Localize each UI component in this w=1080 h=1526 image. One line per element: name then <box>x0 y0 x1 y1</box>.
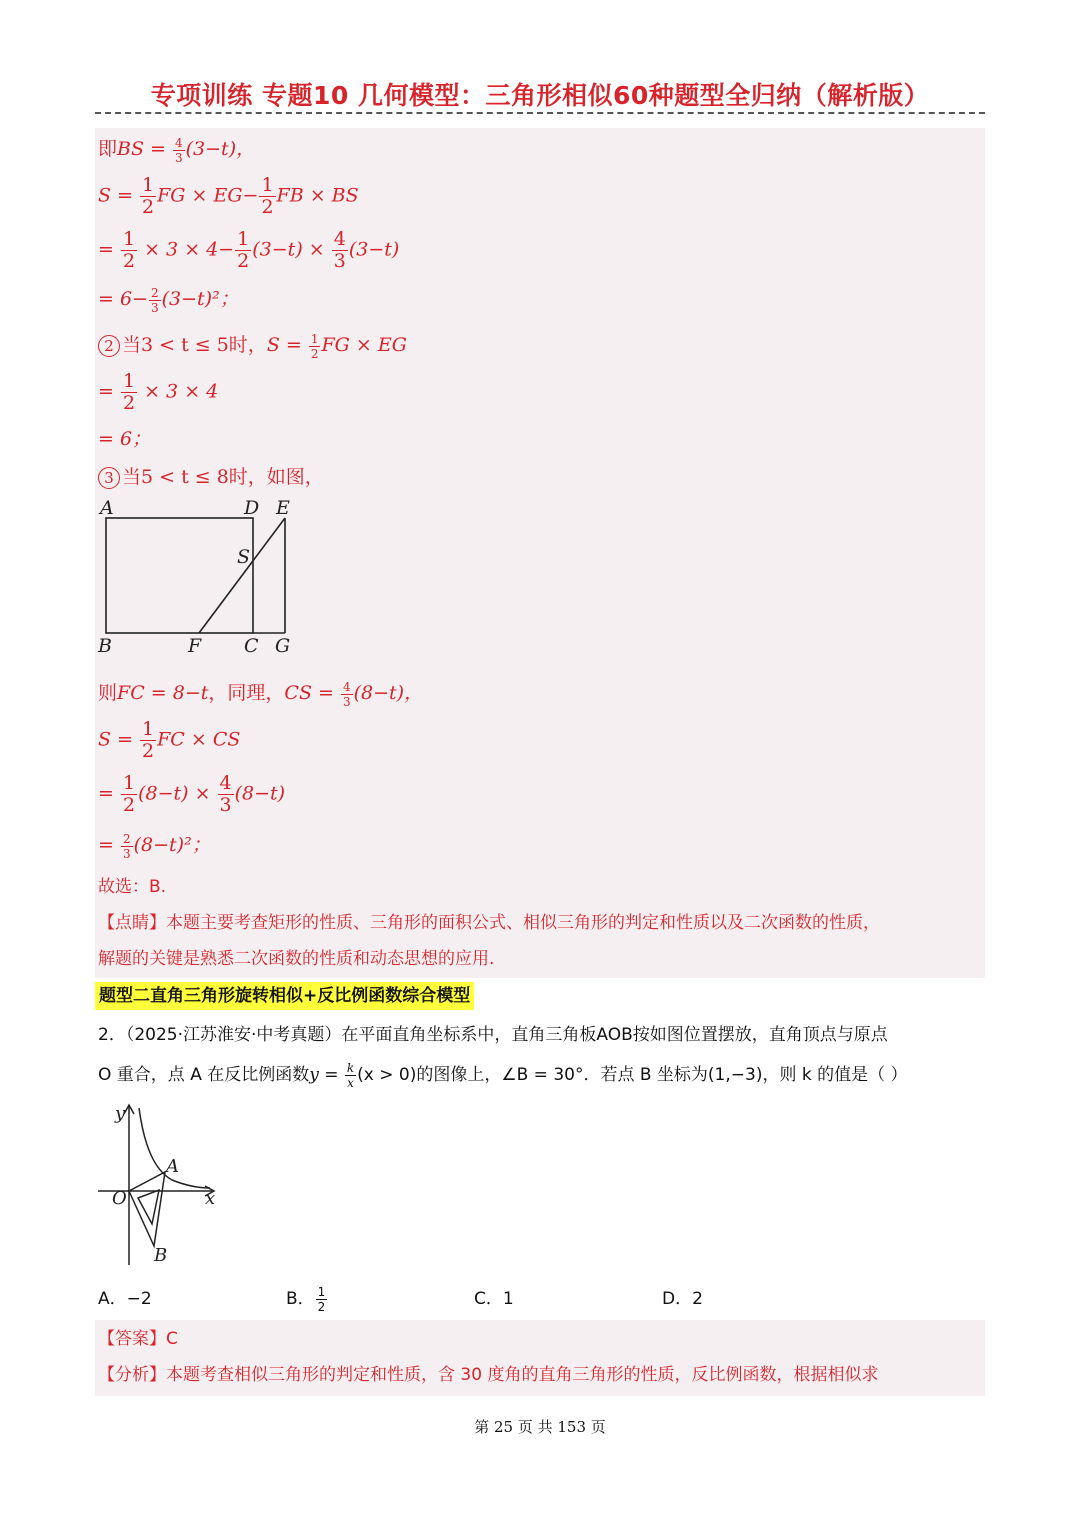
denominator: 2 <box>142 196 155 218</box>
label-c: C <box>244 635 259 657</box>
denominator: 2 <box>310 346 319 361</box>
option-a[interactable]: A．−2 <box>98 1289 152 1309</box>
option-b[interactable] <box>286 1284 328 1313</box>
coordinate-figure <box>92 1100 232 1270</box>
fraction <box>259 176 275 217</box>
option-b-label: B． <box>286 1289 315 1309</box>
numerator: 1 <box>122 772 136 794</box>
fraction <box>173 137 185 164</box>
numerator: 1 <box>122 228 136 250</box>
fraction <box>332 230 348 271</box>
math: FC = 8−t <box>117 682 209 704</box>
solution-line-2 <box>98 176 359 217</box>
math: = <box>98 380 120 403</box>
math: y = <box>309 1065 344 1085</box>
math: S = <box>266 334 308 356</box>
solution-line-4 <box>98 284 239 314</box>
math: (3−t)， <box>185 138 256 160</box>
triangle-aob <box>129 1172 165 1246</box>
denominator: 2 <box>317 1299 326 1314</box>
math: FC × CS <box>157 728 241 751</box>
label-a: A <box>100 497 114 519</box>
label-f: F <box>188 635 202 657</box>
numerator: 1 <box>142 174 155 196</box>
math: = 6； <box>98 428 152 450</box>
math: FB × BS <box>276 184 359 207</box>
answer-text: 【答案】C <box>98 1329 178 1349</box>
circled-number-3: 3 <box>98 467 120 489</box>
analysis-text: 【分析】本题考查相似三角形的判定和性质，含 30 度角的直角三角形的性质，反比例函数，根据相似求 <box>98 1365 879 1385</box>
math: (8−t)， <box>353 682 424 704</box>
math: × 3 × 4 <box>138 380 219 403</box>
denominator: 2 <box>237 250 250 272</box>
denominator: 2 <box>122 250 136 272</box>
denominator: x <box>347 1075 354 1090</box>
text: 则 <box>98 682 118 704</box>
numerator: 2 <box>122 831 131 846</box>
math: FG × EG <box>321 334 407 356</box>
numerator: 4 <box>333 228 346 250</box>
solution-line-8 <box>98 462 324 489</box>
math: (3−t)²； <box>161 288 239 310</box>
solution-line-7 <box>98 424 151 451</box>
question-line-2 <box>98 1060 908 1089</box>
math: = <box>98 782 120 805</box>
page-header-title: 专项训练 专题10 几何模型：三角形相似60种题型全归纳（解析版） <box>150 81 930 110</box>
solution-answer-choice: 故选：B. <box>98 877 167 897</box>
solution-line-1 <box>98 134 255 164</box>
math: FG × EG− <box>157 184 259 207</box>
denominator: 3 <box>122 846 131 861</box>
fraction <box>341 681 353 708</box>
rectangle-abcd <box>106 518 253 633</box>
text: O 重合，点 A 在反比例函数 <box>98 1065 310 1085</box>
math: S = <box>98 184 140 207</box>
label-a: A <box>166 1156 179 1177</box>
math: (8−t) <box>234 782 286 805</box>
option-d[interactable]: D．2 <box>662 1289 703 1309</box>
solution-line-10 <box>98 720 240 761</box>
label-e: E <box>276 497 290 519</box>
solution-line-12 <box>98 830 211 860</box>
denominator: 3 <box>333 250 346 272</box>
numerator: 1 <box>310 331 319 346</box>
numerator: 1 <box>142 718 155 740</box>
section-title: 题型二直角三角形旋转相似+反比例函数综合模型 <box>95 982 474 1010</box>
math: (3−t) <box>348 238 400 261</box>
label-d: D <box>244 497 260 519</box>
numerator: 1 <box>317 1284 326 1299</box>
math: BS = <box>117 138 172 160</box>
fraction <box>218 774 234 815</box>
math: S = <box>98 728 140 751</box>
numerator: 1 <box>261 174 274 196</box>
numerator: 4 <box>175 135 183 150</box>
text: (x > 0)的图像上，∠B = 30°．若点 B 坐标为(1,−3)，则 k 的值是（ ） <box>357 1065 908 1085</box>
solution-line-9 <box>98 678 423 708</box>
label-x: x <box>205 1188 216 1209</box>
fraction <box>235 230 251 271</box>
label-y: y <box>115 1103 126 1124</box>
numerator: 1 <box>122 370 136 392</box>
math: (8−t) × <box>138 782 217 805</box>
math: = <box>98 834 120 856</box>
math: CS = <box>284 682 340 704</box>
label-b: B <box>98 635 112 657</box>
math: = <box>98 238 120 261</box>
text: 即 <box>98 138 118 160</box>
fraction <box>316 1286 328 1313</box>
fraction <box>121 372 137 413</box>
circled-number-2: 2 <box>98 335 120 357</box>
denominator: 2 <box>142 740 155 762</box>
numerator: 4 <box>342 679 351 694</box>
denominator: 3 <box>175 150 183 165</box>
math: (3−t) × <box>252 238 331 261</box>
fraction <box>121 833 133 860</box>
fraction <box>149 287 161 314</box>
math: = 6− <box>98 288 148 310</box>
option-c[interactable]: C．1 <box>474 1289 514 1309</box>
fraction <box>345 1062 356 1089</box>
header-divider <box>95 112 985 114</box>
label-s: S <box>237 546 251 568</box>
fraction <box>140 720 156 761</box>
solution-line-11 <box>98 774 285 815</box>
text: 当5 < t ≤ 8时，如图， <box>122 466 324 488</box>
solution-line-3 <box>98 230 399 271</box>
comment-line-2: 解题的关键是熟悉二次函数的性质和动态思想的应用. <box>98 949 495 969</box>
page-footer: 第 25 页 共 153 页 <box>474 1418 606 1436</box>
text: ，同理， <box>208 682 285 704</box>
label-g: G <box>275 635 291 657</box>
denominator: 2 <box>261 196 274 218</box>
denominator: 2 <box>122 392 136 414</box>
math: (8−t)²； <box>133 834 211 856</box>
denominator: 3 <box>150 300 159 315</box>
solution-line-5 <box>98 330 407 360</box>
numerator: 2 <box>150 285 159 300</box>
denominator: 3 <box>342 694 351 709</box>
denominator: 3 <box>219 794 232 816</box>
label-b: B <box>154 1245 168 1266</box>
numerator: 1 <box>237 228 250 250</box>
comment-line-1: 【点睛】本题主要考查矩形的性质、三角形的面积公式、相似三角形的判定和性质以及二次函数的性质， <box>98 913 880 933</box>
label-o: O <box>112 1188 127 1209</box>
numerator: k <box>346 1060 355 1075</box>
question-line-1: 2．（2025·江苏淮安·中考真题）在平面直角坐标系中，直角三角板AOB按如图位置摆放，直角顶点与原点 <box>98 1025 888 1045</box>
geometry-figure-rectangle <box>96 496 306 660</box>
fraction <box>121 774 137 815</box>
math: × 3 × 4− <box>138 238 235 261</box>
denominator: 2 <box>122 794 136 816</box>
numerator: 4 <box>219 772 232 794</box>
text: 当3 < t ≤ 5时， <box>122 334 267 356</box>
fraction <box>309 333 321 360</box>
fraction <box>121 230 137 271</box>
solution-line-6 <box>98 372 218 413</box>
segment-fe <box>199 518 285 633</box>
fraction <box>140 176 156 217</box>
